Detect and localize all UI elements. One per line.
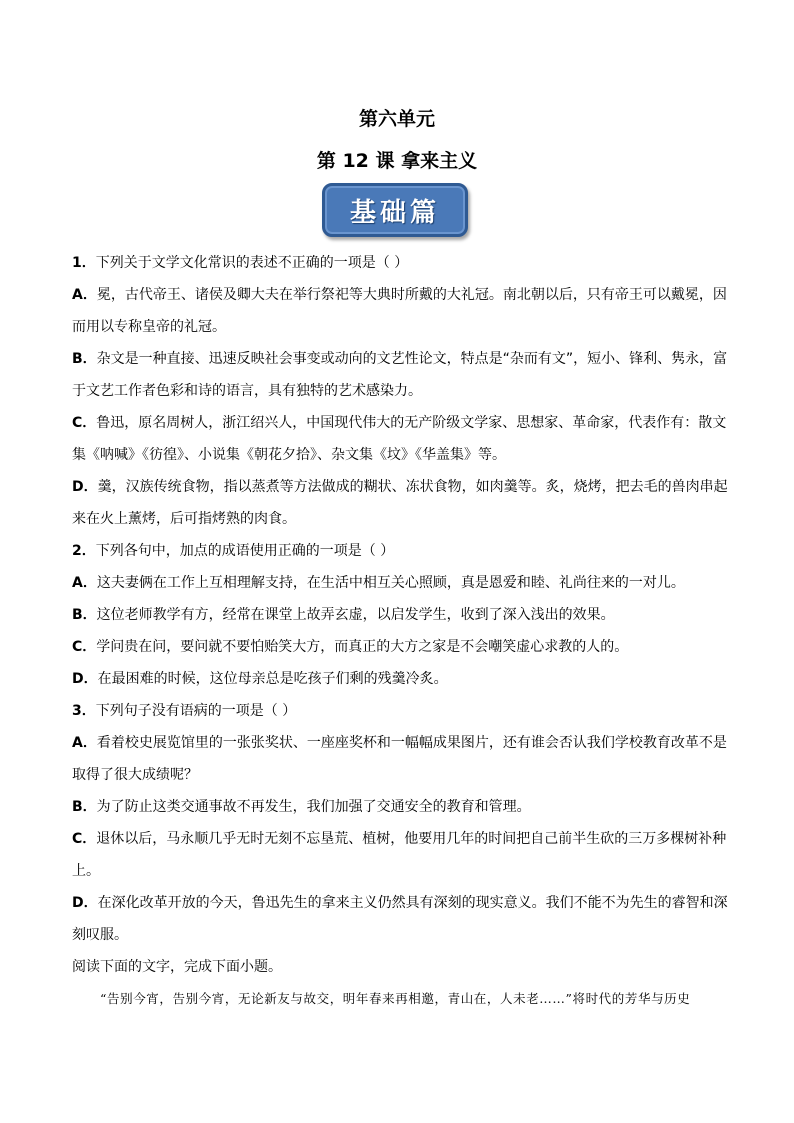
question-stem: 1．下列关于文学文化常识的表述不正确的一项是（ ） [72, 255, 409, 271]
lesson-title: 第 12 课 拿来主义 [316, 150, 478, 172]
badge-label: 基础篇 [349, 197, 440, 228]
option-line: B．杂文是一种直接、迅速反映社会事变或动向的文艺性论文，特点是“杂而有文”，短小、锋利、隽永，富 [72, 351, 728, 367]
option-line: 集《呐喊》《彷徨》、小说集《朝花夕拾》、杂文集《坟》《华盖集》等。 [72, 447, 506, 463]
option-line: 上。 [72, 863, 100, 879]
question-stem: 2．下列各句中，加点的成语使用正确的一项是（ ） [72, 543, 395, 559]
unit-title: 第六单元 [358, 108, 435, 130]
option-line: D．羹，汉族传统食物，指以蒸煮等方法做成的糊状、冻状食物，如肉羹等。炙，烧烤，把去毛的兽肉串起 [72, 479, 728, 495]
reading-intro: 阅读下面的文字，完成下面小题。 [72, 959, 282, 975]
option-line: D．在深化改革开放的今天，鲁迅先生的拿来主义仍然具有深刻的现实意义。我们不能不为先生的睿智和深 [72, 895, 728, 911]
reading-passage: “告别今宵，告别今宵，无论新友与故交，明年春来再相邀，青山在，人未老……”将时代的芳华与历史 [100, 991, 691, 1006]
option-line: B．为了防止这类交通事故不再发生，我们加强了交通安全的教育和管理。 [72, 799, 531, 815]
option-line: C．学问贵在问，要问就不要怕贻笑大方，而真正的大方之家是不会嘲笑虚心求教的人的。 [72, 639, 629, 655]
question-content [72, 247, 728, 1015]
option-line: 刻叹服。 [72, 927, 128, 943]
question-stem: 3．下列句子没有语病的一项是（ ） [72, 703, 297, 719]
option-line: 于文艺工作者色彩和诗的语言，具有独特的艺术感染力。 [72, 383, 422, 399]
option-line: C．退休以后，马永顺几乎无时无刻不忘垦荒、植树，他要用几年的时间把自己前半生砍的三万多棵树补种 [72, 831, 727, 847]
option-line: 而用以专称皇帝的礼冠。 [72, 319, 226, 335]
option-line: 取得了很大成绩呢？ [72, 767, 198, 783]
section-badge [322, 183, 468, 237]
option-line: 来在火上薰烤，后可指烤熟的肉食。 [72, 511, 296, 527]
option-line: A．冕，古代帝王、诸侯及卿大夫在举行祭祀等大典时所戴的大礼冠。南北朝以后，只有帝王可以戴冕，因 [72, 287, 727, 303]
option-line: B．这位老师教学有方，经常在课堂上故弄玄虚，以启发学生，收到了深入浅出的效果。 [72, 607, 615, 623]
option-line: D．在最困难的时候，这位母亲总是吃孩子们剩的残羹冷炙。 [72, 671, 448, 687]
option-line: A．这夫妻俩在工作上互相理解支持，在生活中相互关心照顾，真是恩爱和睦、礼尚往来的一对儿。 [72, 575, 685, 591]
option-line: C．鲁迅，原名周树人，浙江绍兴人，中国现代伟大的无产阶级文学家、思想家、革命家，代表作有：散文 [72, 415, 727, 431]
option-line: A．看着校史展览馆里的一张张奖状、一座座奖杯和一幅幅成果图片，还有谁会否认我们学校教育改革不是 [72, 735, 727, 751]
